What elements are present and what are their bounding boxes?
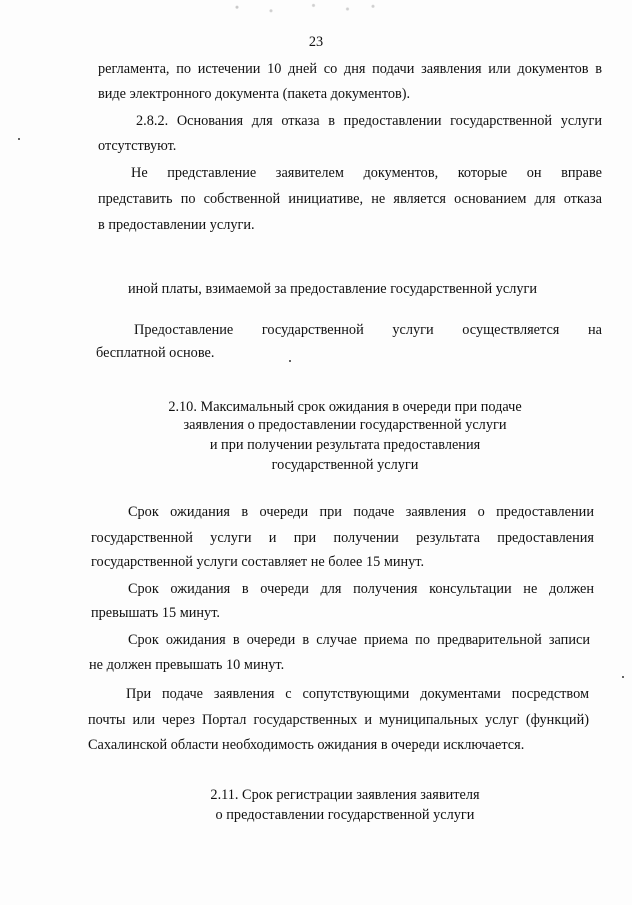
- scan-artifact: [220, 0, 390, 18]
- paragraph-line: Срок ожидания в очереди для получения консультации не должен: [128, 581, 594, 597]
- paragraph-line: При подаче заявления с сопутствующими документами посредством: [126, 686, 589, 702]
- page-number: 23: [308, 34, 324, 50]
- paragraph-line: виде электронного документа (пакета документов).: [98, 86, 411, 102]
- paragraph-line: государственной услуги составляет не более 15 минут.: [91, 554, 425, 570]
- paragraph-line: Не представление заявителем документов, которые он вправе: [131, 165, 602, 181]
- paragraph-line: Срок ожидания в очереди в случае приема по предварительной записи: [128, 632, 590, 648]
- paragraph-line: превышать 15 минут.: [91, 605, 220, 621]
- scan-speck: [289, 360, 291, 362]
- paragraph-line: регламента, по истечении 10 дней со дня подачи заявления или документов в: [98, 61, 602, 77]
- paragraph-line: почты или через Портал государственных и муниципальных услуг (функций): [88, 712, 589, 728]
- paragraph-line: 2.8.2. Основания для отказа в предоставлении государственной услуги: [136, 113, 602, 129]
- scan-speck: [18, 138, 20, 140]
- paragraph-line: не должен превышать 10 минут.: [89, 657, 285, 673]
- section-heading-2-11: о предоставлении государственной услуги: [215, 807, 475, 823]
- paragraph-line: Сахалинской области необходимость ожидания в очереди исключается.: [88, 737, 525, 753]
- paragraph-line: Срок ожидания в очереди при подаче заявления о предоставлении: [128, 504, 594, 520]
- paragraph-line: бесплатной основе.: [96, 345, 215, 361]
- paragraph-line: отсутствуют.: [98, 138, 177, 154]
- section-heading-2-10: заявления о предоставлении государственной услуги: [183, 417, 507, 433]
- section-heading-2-11: 2.11. Срок регистрации заявления заявителя: [210, 787, 480, 803]
- paragraph-line: в предоставлении услуги.: [98, 217, 255, 233]
- section-heading-2-10: 2.10. Максимальный срок ожидания в очереди при подаче: [168, 399, 522, 415]
- paragraph-line: государственной услуги и при получении результата предоставления: [91, 530, 594, 546]
- section-heading-2-10: государственной услуги: [271, 457, 419, 473]
- paragraph-line: представить по собственной инициативе, не является основанием для отказа: [98, 191, 602, 207]
- scan-speck: [622, 676, 624, 678]
- paragraph-line: Предоставление государственной услуги осуществляется на: [134, 322, 602, 338]
- section-heading-2-9: иной платы, взимаемой за предоставление государственной услуги: [128, 281, 537, 297]
- section-heading-2-10: и при получении результата предоставления: [209, 437, 481, 453]
